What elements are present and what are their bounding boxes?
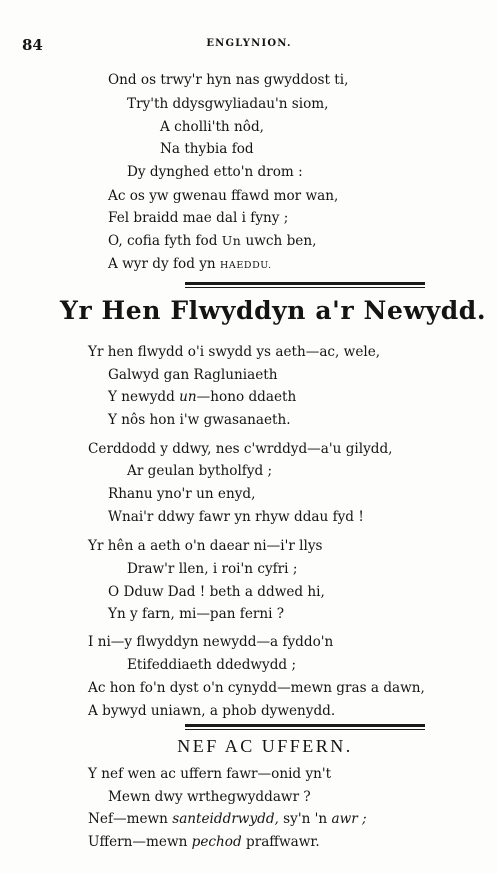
divider-thick-line: [185, 282, 425, 285]
poem-line: Ac os yw gwenau ffawd mor wan,: [108, 188, 339, 204]
text-run: Y newydd: [108, 389, 180, 405]
running-head: ENGLYNION.: [206, 38, 292, 49]
poem-line: [108, 256, 272, 274]
divider-thick-line: [185, 724, 425, 727]
poem-line: Y nôs hon i'w gwasanaeth.: [108, 412, 291, 428]
poem-line: Dy dynghed etto'n drom :: [127, 164, 303, 180]
text-run: O, cofia fyth fod: [108, 233, 222, 249]
poem-line: Fel braidd mae dal i fyny ;: [108, 210, 289, 226]
small-caps-word: Un: [221, 233, 242, 248]
text-run: Nef—mewn: [88, 811, 173, 827]
text-run: A wyr dy fod yn: [108, 256, 220, 272]
poem-line: Ar geulan bytholfyd ;: [127, 463, 273, 479]
italic-word: awr ;: [331, 811, 367, 827]
poem-title: Yr Hen Flwyddyn a'r Newydd.: [60, 296, 487, 325]
text-run: praffwawr.: [241, 834, 320, 850]
poem-line: Etifeddiaeth ddedwydd ;: [127, 657, 297, 673]
poem-line: Wnai'r ddwy fawr yn rhyw ddau fyd !: [108, 509, 364, 525]
section-divider: [185, 724, 425, 730]
poem-line: Yr hen flwydd o'i swydd ys aeth—ac, wele,: [88, 344, 381, 360]
poem-line: Cerddodd y ddwy, nes c'wrddyd—a'u gilydd,: [88, 441, 393, 457]
poem-line: Yr hên a aeth o'n daear ni—i'r llys: [88, 538, 323, 554]
poem-line: Yn y farn, mi—pan ferni ?: [108, 606, 285, 622]
divider-thin-line: [185, 729, 425, 730]
poem-line: Ac hon fo'n dyst o'n cynydd—mewn gras a dawn,: [88, 680, 425, 696]
italic-word: santeiddrwydd,: [172, 811, 279, 827]
poem-line: O Dduw Dad ! beth a ddwed hi,: [108, 584, 325, 600]
section-divider: [185, 282, 425, 288]
italic-word: un: [179, 389, 197, 405]
poem-line: A bywyd uniawn, a phob dywenydd.: [88, 703, 336, 719]
poem-line: [88, 834, 320, 850]
poem-line: Y nef wen ac uffern fawr—onid yn't: [88, 766, 332, 782]
page-number: 84: [22, 36, 43, 54]
poem-line: Mewn dwy wrthegwyddawr ?: [108, 789, 311, 805]
poem-line: I ni—y flwyddyn newydd—a fyddo'n: [88, 634, 334, 650]
divider-thin-line: [185, 287, 425, 288]
small-caps-word: HAEDDU.: [219, 260, 272, 271]
poem-line: Draw'r llen, i roi'n cyfri ;: [127, 561, 298, 577]
poem-title: NEF AC UFFERN.: [177, 736, 353, 756]
poem-line: Try'th ddysgwyliadau'n siom,: [127, 96, 329, 112]
poem-line: Rhanu yno'r un enyd,: [108, 486, 256, 502]
poem-line: [88, 811, 367, 827]
italic-word: pechod: [191, 834, 242, 850]
text-run: uwch ben,: [241, 233, 317, 249]
poem-line: Na thybia fod: [160, 141, 254, 157]
poem-line: A cholli'th nôd,: [160, 119, 264, 135]
page-header: [22, 36, 476, 54]
poem-line: Galwyd gan Ragluniaeth: [108, 367, 278, 383]
text-run: Uffern—mewn: [88, 834, 192, 850]
poem-line: [108, 233, 316, 249]
text-run: —hono ddaeth: [196, 389, 297, 405]
poem-line: [108, 389, 296, 405]
text-run: sy'n 'n: [278, 811, 332, 827]
poem-line: Ond os trwy'r hyn nas gwyddost ti,: [108, 72, 349, 88]
